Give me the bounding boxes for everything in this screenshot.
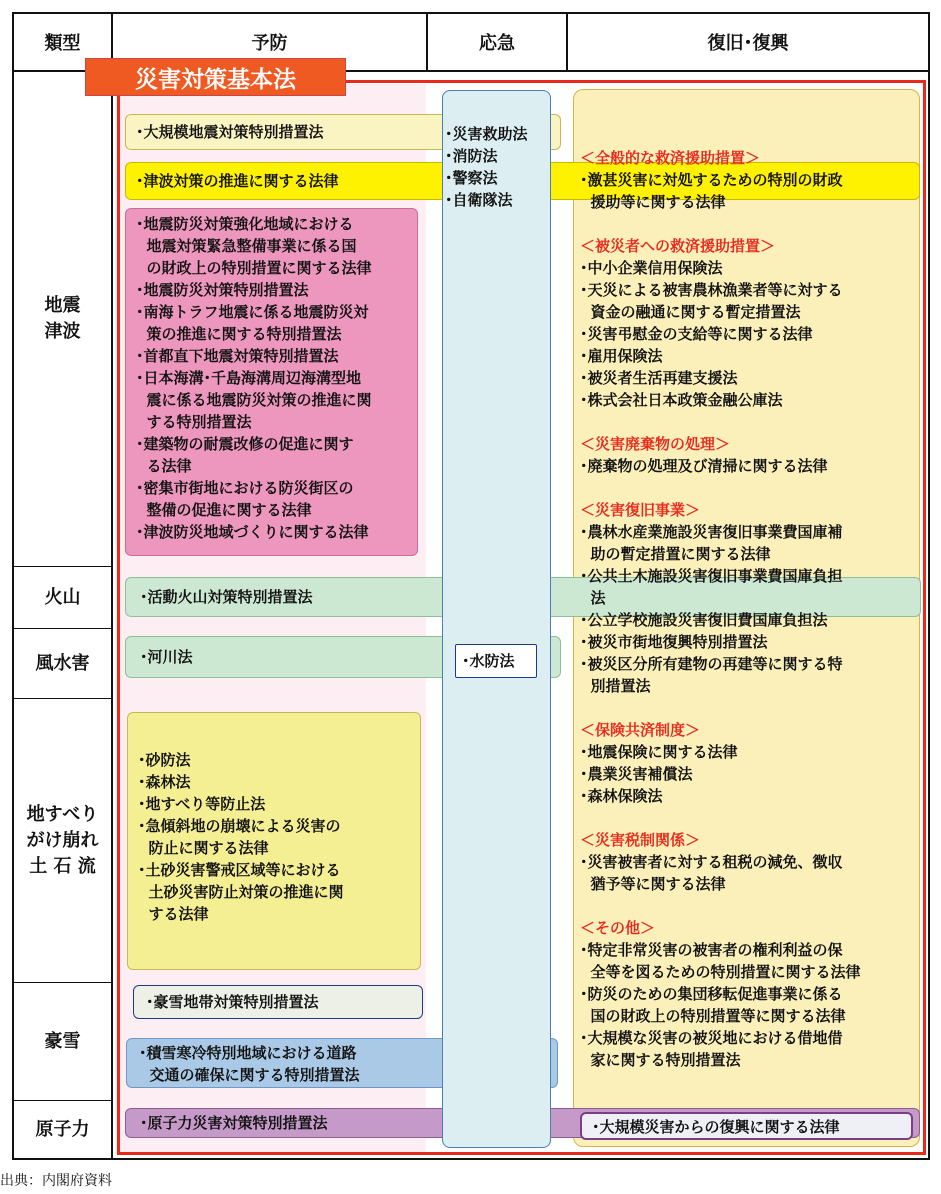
law-nuclear: ･原子力災害対策特別措置法 (125, 1108, 920, 1138)
law-flood-fighting: ･水防法 (455, 644, 537, 678)
law-tsunami-promotion: ･津波対策の推進に関する法律 (125, 162, 920, 200)
recovery-victim-heading: ＜被災者への救済援助措置＞ (580, 237, 776, 255)
category-tsunami: 津波 (44, 321, 81, 342)
header-recovery: 復旧･復興 (707, 33, 789, 54)
category-landslide-3: 土 石 流 (29, 855, 96, 877)
category-flood: 風水害 (35, 652, 90, 674)
earthquake-law-list: ･地震防災対策強化地域における 地震対策緊急整備事業に係る国 の財政上の特別措置に関する法律 ･地震防災対策特別措置法 ･南海トラフ地震に係る地震防災対 策の推進に関する特別措置法 ･首都直下地震対策特別措置法 ･日本海溝･千島海溝周辺海溝型地 震に係る地震防災対策の推進に関 する特別措置法 ･建築物の耐震改修の促進に関す る法律 ･密集市街地における防災街区の 整備の促進に関する法律 ･津波防災地域づくりに関する法律 (125, 208, 418, 556)
recovery-insurance-heading: ＜保険共済制度＞ (580, 721, 701, 739)
recovery-general-heading: ＜全般的な救済援助措置＞ (580, 149, 761, 167)
category-landslide-2: がけ崩れ (26, 829, 99, 851)
recovery-waste-heading: ＜災害廃棄物の処理＞ (580, 435, 731, 453)
law-volcano: ･活動火山対策特別措置法 (125, 577, 921, 617)
header-prevention: 予防 (251, 33, 288, 54)
emergency-law-column: ･災害救助法 ･消防法 ･警察法 ･自衛隊法 (442, 90, 551, 1148)
law-snowy-roads: ･積雪寒冷特別地域における道路 交通の確保に関する特別措置法 (126, 1038, 558, 1088)
category-landslide (14, 699, 111, 982)
category-volcano: 火山 (44, 586, 81, 608)
category-landslide-1: 地すべり (26, 803, 99, 825)
header-category: 類型 (44, 33, 81, 54)
category-earthquake: 地震 (44, 295, 81, 316)
recovery-tax-heading: ＜災害税制関係＞ (580, 831, 701, 849)
category-nuclear: 原子力 (35, 1118, 90, 1140)
recovery-restore-heading: ＜災害復旧事業＞ (580, 501, 701, 519)
source-note: 出典：内閣府資料 (0, 1173, 112, 1189)
recovery-other-heading: ＜その他＞ (580, 919, 656, 937)
category-earthquake-tsunami (14, 72, 111, 566)
landslide-law-list: ･砂防法 ･森林法 ･地すべり等防止法 ･急傾斜地の崩壊による災害の 防止に関する法律 ･土砂災害警戒区域等における 土砂災害防止対策の推進に関 する法律 (127, 712, 421, 970)
category-column-divider (111, 12, 113, 1160)
recovery-law-list: ＜全般的な救済援助措置＞ ･激甚災害に対処するための特別の財政 援助等に関する法律 ＜被災者への救済援助措置＞ ･中小企業信用保険法 ･天災による被害農林漁業者等に対する 資金の融通に関する暫定措置法 ･災害弔慰金の支給等に関する法律 ･雇用保険法 ･被災者生活再建支援法 ･株式会社日本政策金融公庫法 ＜災害廃棄物の処理＞ ･廃棄物の処理及び清掃に関する法律 ＜災害復旧事業＞ ･農林水産業施設災害復旧事業費国庫補 助の暫定措置に関する法律 ･公共土木施設災害復旧事業費国庫負担 法 ･公立学校施設災害復旧費国庫負担法 ･被災市街地復興特別措置法 ･被災区分所有建物の再建等に関する特 別措置法 ＜保険共済制度＞ ･地震保険に関する法律 ･農業災害補償法 ･森林保険法 ＜災害税制関係＞ ･災害被害者に対する租税の減免、徴収 猶予等に関する法律 ＜その他＞ ･特定非常災害の被害者の権利利益の保 全等を図るための特別措置に関する法律 ･防災のための集団移転促進事業に係る 国の財政上の特別措置等に関する法律 ･大規模な災害の被災地における借地借 家に関する特別措置法 (580, 147, 922, 1097)
law-large-scale-reconstruction: ･大規模災害からの復興に関する法律 (580, 1112, 913, 1140)
law-large-earthquake: ･大規模地震対策特別措置法 (125, 114, 561, 150)
basic-act-banner: 災害対策基本法 (85, 58, 346, 96)
header-emergency: 応急 (479, 33, 515, 54)
category-snow: 豪雪 (44, 1030, 81, 1052)
law-heavy-snow: ･豪雪地帯対策特別措置法 (133, 985, 423, 1019)
law-river: ･河川法 (125, 636, 561, 678)
